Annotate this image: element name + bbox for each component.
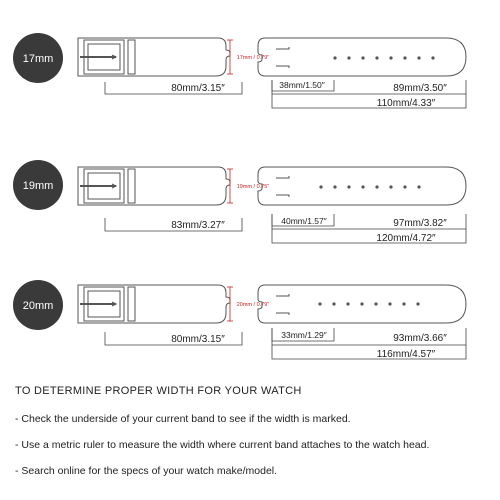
width-label: 19mm / 0.75" <box>236 184 270 190</box>
size-row-20mm <box>13 280 466 360</box>
keeper-loop <box>128 287 135 321</box>
hole-segment-length: 40mm/1.57″ <box>281 216 327 226</box>
instruction-item: - Use a metric ruler to measure the width where current band attaches to the watch head. <box>15 439 430 451</box>
short-strap <box>78 167 230 205</box>
size-badge-label: 19mm <box>22 180 54 192</box>
short-strap <box>78 38 230 76</box>
size-badge-label: 20mm <box>22 300 54 312</box>
width-label: 20mm / 0.79" <box>236 302 270 308</box>
size-row-17mm <box>13 33 466 109</box>
long-strap-length: 89mm/3.50″ <box>393 83 447 94</box>
long-strap-length: 97mm/3.82″ <box>393 218 447 229</box>
total-strap-length: 120mm/4.72″ <box>376 233 436 244</box>
keeper-loop <box>128 169 135 203</box>
short-strap-length: 80mm/3.15″ <box>171 334 225 345</box>
width-label: 17mm / 0.79" <box>236 55 270 61</box>
width-marker <box>227 40 233 74</box>
size-badge-label: 17mm <box>22 53 54 65</box>
instruction-item: - Check the underside of your current band to see if the width is marked. <box>15 413 351 425</box>
short-strap-length: 83mm/3.27″ <box>171 220 225 231</box>
total-strap-length: 116mm/4.57″ <box>376 349 436 360</box>
hole-segment-length: 33mm/1.29″ <box>281 330 327 340</box>
strap-holes <box>318 302 419 305</box>
keeper-loop <box>128 40 135 74</box>
width-marker <box>227 287 233 321</box>
short-strap-length: 80mm/3.15″ <box>171 83 225 94</box>
width-marker <box>227 169 233 203</box>
strap-holes <box>319 185 420 188</box>
long-strap-length: 93mm/3.66″ <box>393 333 447 344</box>
instructions-title: TO DETERMINE PROPER WIDTH FOR YOUR WATCH <box>15 385 302 397</box>
hole-segment-length: 38mm/1.50″ <box>279 80 325 90</box>
total-strap-length: 110mm/4.33″ <box>376 98 436 109</box>
short-strap <box>78 285 230 323</box>
strap-holes <box>333 56 434 59</box>
instruction-item: - Search online for the specs of your watch make/model. <box>15 465 278 477</box>
size-row-19mm <box>13 160 466 244</box>
